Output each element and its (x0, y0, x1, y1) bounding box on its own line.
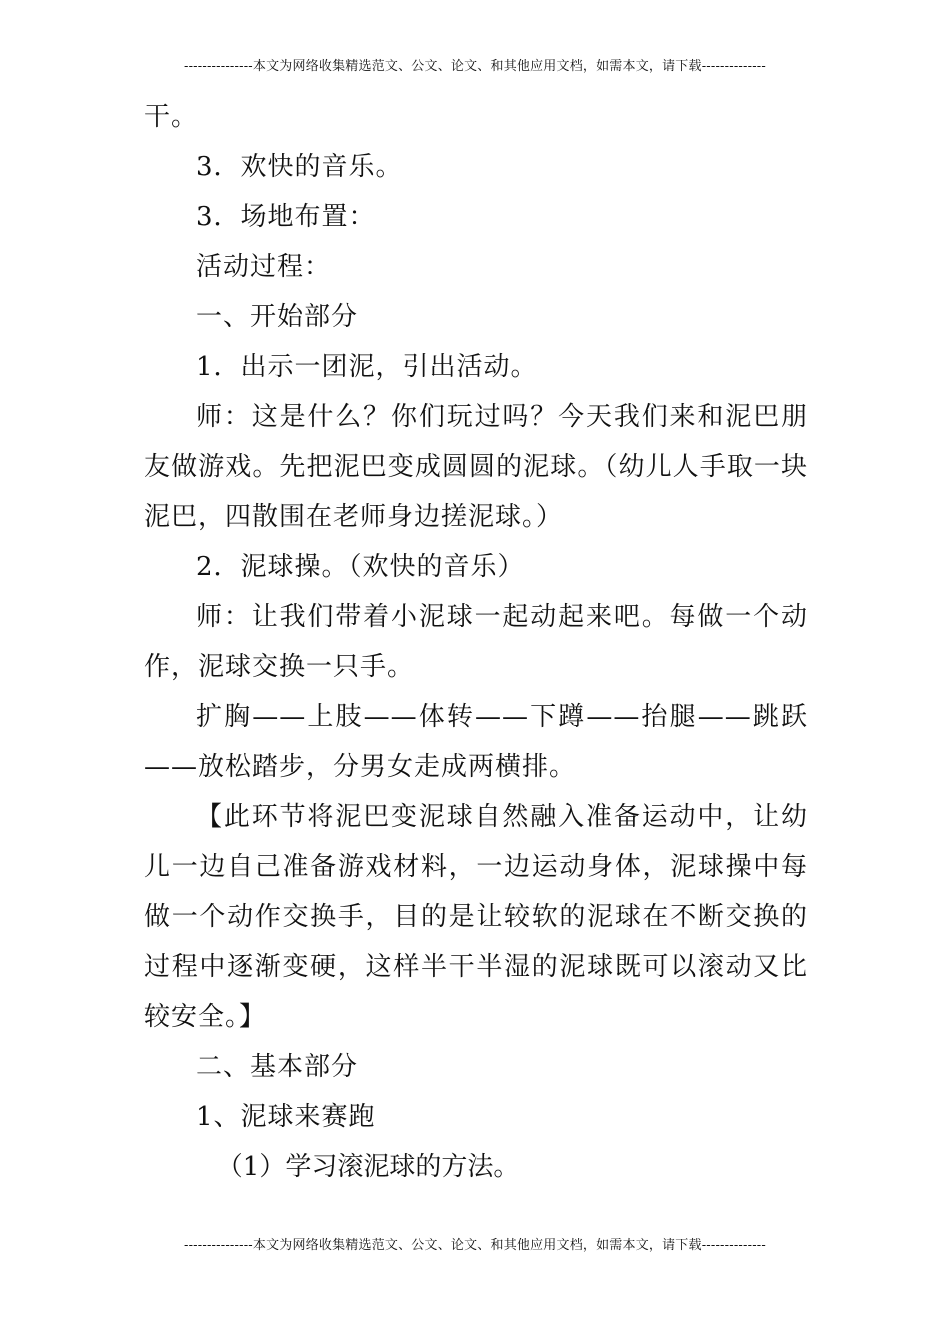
paragraph: 师：让我们带着小泥球一起动起来吧。每做一个动作，泥球交换一只手。 (144, 602, 808, 682)
paragraph: 干。 (144, 102, 199, 132)
footer-banner: ---------------本文为网络收集精选范文、公文、论文、和其他应用文档，如需本文，请下载-------------- (184, 1238, 766, 1253)
list-item: 3．场地布置： (196, 202, 376, 232)
document-body (144, 92, 808, 1192)
list-item: 1．出示一团泥，引出活动。 (196, 352, 538, 382)
list-item: 3．欢快的音乐。 (196, 152, 403, 182)
section-heading: 一、开始部分 (196, 302, 359, 332)
note-paragraph: 【此环节将泥巴变泥球自然融入准备运动中，让幼儿一边自己准备游戏材料，一边运动身体，泥球操中每做一个动作交换手，目的是让较软的泥球在不断交换的过程中逐渐变硬，这样半干半湿的泥球既可以滚动又比较安全。】 (144, 802, 808, 1032)
list-item: （1）学习滚泥球的方法。 (216, 1152, 520, 1182)
section-heading: 活动过程： (196, 252, 332, 282)
header-banner: ---------------本文为网络收集精选范文、公文、论文、和其他应用文档，如需本文，请下载-------------- (184, 59, 766, 74)
section-heading: 二、基本部分 (196, 1052, 359, 1082)
list-item: 2．泥球操。（欢快的音乐） (196, 552, 525, 582)
paragraph: 扩胸——上肢——体转——下蹲——抬腿——跳跃——放松踏步，分男女走成两横排。 (144, 702, 808, 782)
subsection-heading: 1、泥球来赛跑 (196, 1102, 376, 1132)
paragraph: 师：这是什么？你们玩过吗？今天我们来和泥巴朋友做游戏。先把泥巴变成圆圆的泥球。（幼儿人手取一块泥巴，四散围在老师身边搓泥球。） (144, 402, 808, 532)
